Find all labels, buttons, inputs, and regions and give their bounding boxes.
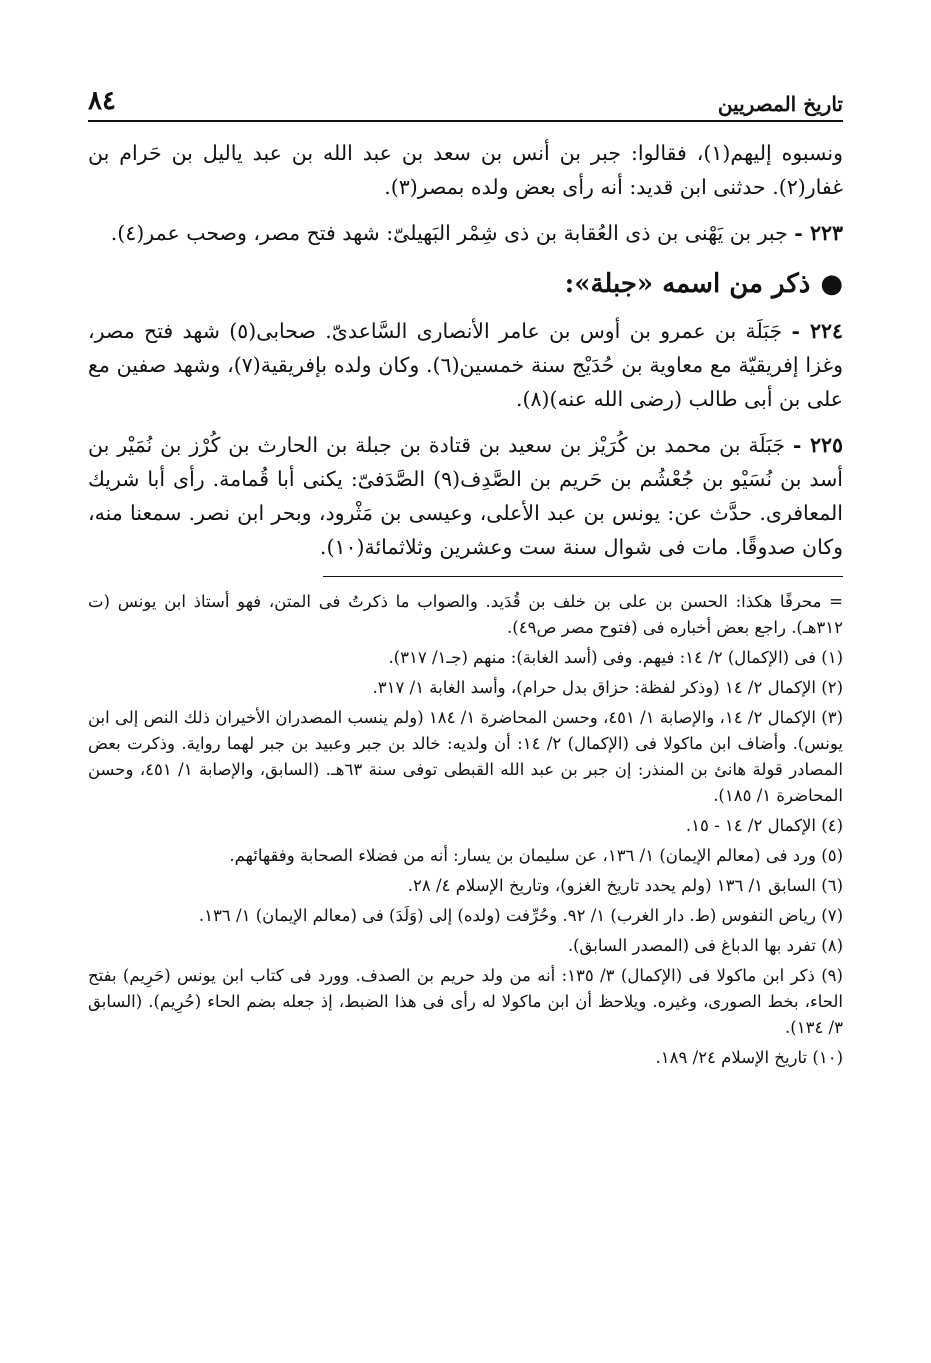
paragraph-text: ونسبوه إليهم(١)، فقالوا: جبر بن أنس بن سعد بن عبد الله بن عبد ياليل بن حَرام بن غفار(٢). حدثنى ابن قديد: أنه رأى بعض ولده بمصر(٣). bbox=[88, 141, 843, 199]
entry-223 bbox=[88, 216, 843, 250]
page-header bbox=[88, 72, 843, 116]
body-paragraph bbox=[88, 136, 843, 204]
footnote: = محرفًا هكذا: الحسن بن على بن خلف بن قُدَيد. والصواب ما ذكرتُ فى المتن، فهو أستاذ ابن يونس (ت ٣١٢هـ). راجع بعض أخباره فى (فتوح مصر ص٤٩). bbox=[88, 592, 843, 637]
entry-text: جَبَلَة بن محمد بن كُرَيْز بن سعيد بن قتادة بن جبلة بن الحارث بن كُرْز بن نُمَيْر بن أسد بن نُسَيْو بن جُعْشُم بن حَريم بن الصَّدِف(٩) الصَّدَفىّ: يكنى أبا قُمامة. رأى أبا شريك المعافرى. حدَّث عن: يونس بن عبد الأعلى، وعيسى بن مَثْرود، وبحر ابن نصر. سمعنا منه، وكان صدوقًا. مات فى شوال سنة ست وعشرين وثلاثمائة(١٠). bbox=[88, 433, 843, 559]
header-rule bbox=[88, 120, 843, 122]
entry-text: جبر بن يَهْنى بن ذى العُقابة بن ذى شِمْر البَهيلىّ: شهد فتح مصر، وصحب عمر(٤). bbox=[110, 221, 795, 245]
footnote: (٢) الإكمال ٢/ ١٤ (وذكر لفظة: حزاق بدل حرام)، وأسد الغابة ١/ ٣١٧. bbox=[372, 678, 843, 697]
footnote: (١) فى (الإكمال) ٢/ ١٤: فيهم. وفى (أسد الغابة): منهم (جـ١/ ٣١٧). bbox=[388, 648, 843, 667]
entry-number: ٢٢٤ - bbox=[791, 319, 843, 343]
footnotes bbox=[88, 589, 843, 1071]
footnote: (٤) الإكمال ٢/ ١٤ - ١٥. bbox=[685, 816, 843, 835]
footnote: (٣) الإكمال ٢/ ١٤، والإصابة ١/ ٤٥١، وحسن المحاضرة ١/ ١٨٤ (ولم ينسب المصدران الأخيران ذلك النص إلى ابن يونس). وأضاف ابن ماكولا فى (الإكمال) ٢/ ١٤: أن ولديه: خالد بن جبر وعبيد بن جبر لهما رواية. وذكرت بعض المصادر قولة هانئ بن المنذر: إن جبر بن عبد الله القبطى توفى سنة ٦٣هـ. (السابق، والإصابة ١/ ٤٥١، وحسن المحاضرة ١/ ١٨٥). bbox=[88, 708, 843, 805]
section-heading-text: ذكر من اسمه «جبلة»: bbox=[564, 269, 811, 299]
page-number: ٨٤ bbox=[88, 86, 116, 116]
footnote-separator bbox=[323, 576, 843, 577]
entry-number: ٢٢٣ - bbox=[794, 221, 843, 245]
section-heading bbox=[88, 264, 843, 304]
running-title: تاريخ المصريين bbox=[717, 92, 843, 116]
entry-text: جَبَلَة بن عمرو بن أوس بن عامر الأنصارى السَّاعدىّ. صحابى(٥) شهد فتح مصر، وغزا إفريقيّة مع معاوية بن حُدَيْج سنة خمسين(٦). وكان ولده بإفريقية(٧)، وشهد صفين مع على بن أبى طالب (رضى الله عنه)(٨). bbox=[88, 319, 843, 411]
bullet-icon: ● bbox=[820, 269, 843, 299]
footnote: (٥) ورد فى (معالم الإيمان) ١/ ١٣٦، عن سليمان بن يسار: أنه من فضلاء الصحابة وفقهائهم. bbox=[229, 846, 843, 865]
entry-225 bbox=[88, 428, 843, 564]
footnote: (٩) ذكر ابن ماكولا فى (الإكمال) ٣/ ١٣٥: أنه من ولد حريم بن الصدف. وورد فى كتاب ابن يونس (حَرِيم) بفتح الحاء، بخط الصورى، وغيره. ويلاحظ أن ابن ماكولا له رأى فى هذا الضبط، إذ جعله بضم الحاء (حُرِيم). (السابق ٣/ ١٣٤). bbox=[88, 966, 843, 1037]
footnote: (٦) السابق ١/ ١٣٦ (ولم يحدد تاريخ الغزو)، وتاريخ الإسلام ٤/ ٢٨. bbox=[407, 876, 843, 895]
footnote: (١٠) تاريخ الإسلام ٢٤/ ١٨٩. bbox=[655, 1048, 843, 1067]
entry-number: ٢٢٥ - bbox=[792, 433, 843, 457]
footnote: (٧) رياض النفوس (ط. دار الغرب) ١/ ٩٢. وحُرِّفت (ولده) إلى (وَلَدَ) فى (معالم الإيمان) ١/ ١٣٦. bbox=[198, 906, 843, 925]
footnote: (٨) تفرد بها الدباغ فى (المصدر السابق). bbox=[567, 936, 843, 955]
entry-224 bbox=[88, 314, 843, 416]
